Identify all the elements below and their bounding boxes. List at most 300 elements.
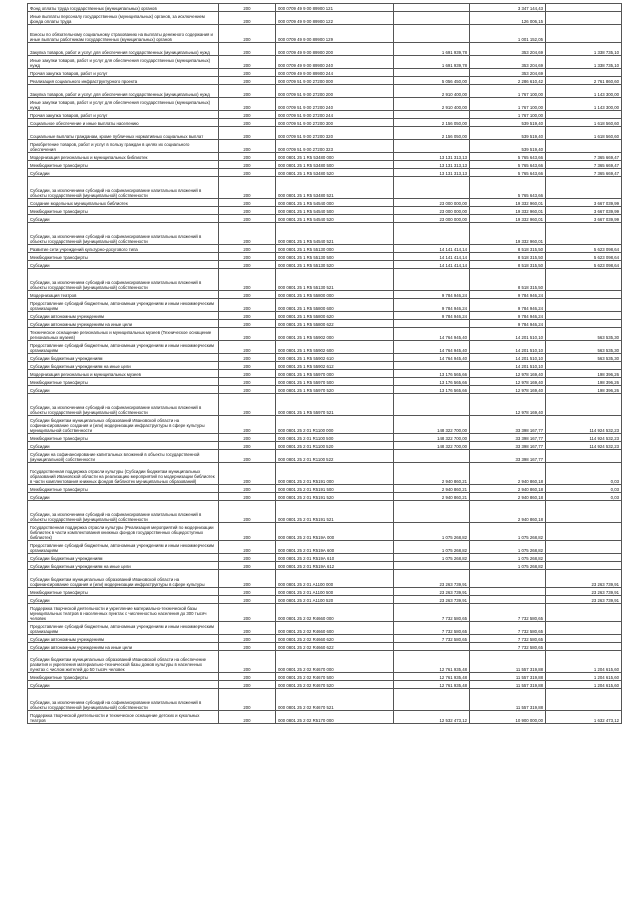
- row-name-cell: Межбюджетные трансферты: [28, 485, 219, 493]
- table-row: [28, 245, 622, 253]
- row-budget-class-code-cell: 000 0801 25 1 R5 55800 600: [276, 299, 394, 312]
- row-approved-amount-cell: [394, 223, 470, 245]
- row-name-cell: Социальные выплаты гражданам, кроме публичных нормативных социальных выплат: [28, 127, 219, 140]
- row-line-code-cell: 200: [219, 312, 276, 320]
- row-approved-amount-cell: 9 784 946,24: [394, 299, 470, 312]
- row-line-code-cell: 200: [219, 643, 276, 651]
- row-line-code-cell: 200: [219, 394, 276, 416]
- row-name-cell: Субсидии: [28, 215, 219, 223]
- row-approved-amount-cell: 148 322 700,00: [394, 434, 470, 442]
- row-line-code-cell: 200: [219, 554, 276, 562]
- row-line-code-cell: 200: [219, 119, 276, 127]
- row-budget-class-code-cell: 000 0801 25 2 01 R5191 000: [276, 463, 394, 485]
- row-name-cell: Иные закупки товаров, работ и услуг для обеспечения государственных (муниципальных) нужд: [28, 56, 219, 69]
- row-line-code-cell: 200: [219, 570, 276, 588]
- row-line-code-cell: 200: [219, 320, 276, 328]
- row-budget-class-code-cell: 000 0801 25 2 01 R5191 521: [276, 501, 394, 523]
- row-executed-amount-cell: 10 900 000,00: [470, 711, 546, 724]
- row-approved-amount-cell: 1 691 939,78: [394, 56, 470, 69]
- row-name-cell: Прочая закупка товаров, работ и услуг: [28, 111, 219, 119]
- row-unexecuted-amount-cell: 23 263 739,91: [546, 570, 622, 588]
- row-executed-amount-cell: 2 940 860,18: [470, 463, 546, 485]
- row-line-code-cell: 200: [219, 588, 276, 596]
- row-budget-class-code-cell: 000 0801 25 2 01 R5191 500: [276, 485, 394, 493]
- row-line-code-cell: 200: [219, 463, 276, 485]
- row-approved-amount-cell: 2 940 860,21: [394, 485, 470, 493]
- row-budget-class-code-cell: 000 0801 25 2 01 R519А 610: [276, 554, 394, 562]
- row-approved-amount-cell: 2 940 860,21: [394, 493, 470, 501]
- row-executed-amount-cell: 9 784 946,24: [470, 291, 546, 299]
- row-budget-class-code-cell: 000 0709 49 9 00 89900 122: [276, 12, 394, 25]
- row-name-cell: Техническое оснащение региональных и муниципальных музеев (Техническое оснащение региональных музеев): [28, 328, 219, 341]
- row-budget-class-code-cell: 000 0709 51 9 00 27200 200: [276, 85, 394, 98]
- row-unexecuted-amount-cell: 0,03: [546, 463, 622, 485]
- row-budget-class-code-cell: 000 0709 51 9 00 27200 000: [276, 77, 394, 85]
- row-budget-class-code-cell: 000 0801 25 1 R5 55800 000: [276, 291, 394, 299]
- table-row: [28, 493, 622, 501]
- row-unexecuted-amount-cell: 198 396,26: [546, 386, 622, 394]
- table-row: [28, 341, 622, 354]
- table-row: [28, 588, 622, 596]
- row-unexecuted-amount-cell: 1 204 615,60: [546, 681, 622, 689]
- row-approved-amount-cell: 2 940 860,21: [394, 463, 470, 485]
- row-approved-amount-cell: 5 056 450,00: [394, 77, 470, 85]
- row-budget-class-code-cell: 000 0801 25 1 R5 54540 500: [276, 207, 394, 215]
- row-approved-amount-cell: [394, 140, 470, 153]
- row-unexecuted-amount-cell: [546, 541, 622, 554]
- row-approved-amount-cell: 14 141 414,14: [394, 245, 470, 253]
- row-budget-class-code-cell: 000 0801 25 1 R5 54540 521: [276, 223, 394, 245]
- row-executed-amount-cell: 19 332 960,01: [470, 199, 546, 207]
- row-approved-amount-cell: [394, 4, 470, 12]
- table-row: [28, 140, 622, 153]
- row-line-code-cell: 200: [219, 299, 276, 312]
- table-row: [28, 161, 622, 169]
- row-executed-amount-cell: 3 347 144,43: [470, 4, 546, 12]
- budget-execution-table: [27, 3, 622, 724]
- row-approved-amount-cell: 2 910 400,00: [394, 85, 470, 98]
- row-name-cell: Субсидии, за исключением субсидий на софинансирование капитальных вложений в объекты государственной (муниципальной) собственности: [28, 394, 219, 416]
- row-executed-amount-cell: 2 940 860,18: [470, 501, 546, 523]
- row-executed-amount-cell: 1 075 268,82: [470, 541, 546, 554]
- row-unexecuted-amount-cell: 3 667 039,99: [546, 215, 622, 223]
- row-approved-amount-cell: 2 156 050,00: [394, 127, 470, 140]
- table-row: [28, 261, 622, 269]
- row-approved-amount-cell: 7 732 580,65: [394, 604, 470, 622]
- row-unexecuted-amount-cell: 1 618 560,60: [546, 119, 622, 127]
- row-line-code-cell: 200: [219, 651, 276, 673]
- row-executed-amount-cell: 2 940 860,18: [470, 493, 546, 501]
- table-row: [28, 450, 622, 463]
- row-line-code-cell: 200: [219, 523, 276, 541]
- row-unexecuted-amount-cell: 1 632 473,12: [546, 711, 622, 724]
- row-approved-amount-cell: 14 764 945,40: [394, 354, 470, 362]
- row-unexecuted-amount-cell: 563 535,30: [546, 354, 622, 362]
- row-budget-class-code-cell: 000 0709 51 9 00 27200 244: [276, 111, 394, 119]
- row-executed-amount-cell: 539 519,40: [470, 119, 546, 127]
- row-name-cell: Межбюджетные трансферты: [28, 434, 219, 442]
- row-approved-amount-cell: 1 075 268,82: [394, 523, 470, 541]
- row-unexecuted-amount-cell: [546, 523, 622, 541]
- row-line-code-cell: 200: [219, 98, 276, 111]
- row-budget-class-code-cell: 000 0801 25 2 02 R4660 620: [276, 635, 394, 643]
- row-executed-amount-cell: 9 784 946,24: [470, 312, 546, 320]
- row-line-code-cell: 200: [219, 604, 276, 622]
- table-row: [28, 604, 622, 622]
- row-executed-amount-cell: 7 732 580,65: [470, 635, 546, 643]
- row-approved-amount-cell: [394, 269, 470, 291]
- row-approved-amount-cell: 14 141 414,14: [394, 261, 470, 269]
- row-name-cell: Субсидии, за исключением субсидий на софинансирование капитальных вложений в объекты государственной (муниципальной) собственности: [28, 501, 219, 523]
- table-row: [28, 622, 622, 635]
- row-budget-class-code-cell: 000 0801 25 2 01 А1100 520: [276, 596, 394, 604]
- table-row: [28, 12, 622, 25]
- row-line-code-cell: 200: [219, 328, 276, 341]
- row-unexecuted-amount-cell: [546, 554, 622, 562]
- row-budget-class-code-cell: 000 0801 25 2 02 R4670 000: [276, 651, 394, 673]
- row-unexecuted-amount-cell: 1 204 615,60: [546, 673, 622, 681]
- row-line-code-cell: 200: [219, 177, 276, 199]
- row-name-cell: Субсидии автономным учреждениям: [28, 635, 219, 643]
- row-line-code-cell: 200: [219, 153, 276, 161]
- table-row: [28, 562, 622, 570]
- table-row: [28, 320, 622, 328]
- row-budget-class-code-cell: 000 0801 25 2 01 R519А 000: [276, 523, 394, 541]
- row-budget-class-code-cell: 000 0801 25 1 R5 55130 521: [276, 269, 394, 291]
- table-row: [28, 25, 622, 43]
- row-unexecuted-amount-cell: [546, 362, 622, 370]
- row-approved-amount-cell: [394, 362, 470, 370]
- row-approved-amount-cell: 13 176 565,66: [394, 378, 470, 386]
- table-row: [28, 153, 622, 161]
- row-unexecuted-amount-cell: 114 924 532,23: [546, 442, 622, 450]
- row-budget-class-code-cell: 000 0801 25 1 R5 55970 500: [276, 378, 394, 386]
- row-executed-amount-cell: [470, 588, 546, 596]
- table-body: [28, 4, 622, 724]
- row-line-code-cell: 200: [219, 541, 276, 554]
- row-unexecuted-amount-cell: 1 143 300,00: [546, 98, 622, 111]
- row-line-code-cell: 200: [219, 12, 276, 25]
- row-budget-class-code-cell: 000 0709 51 9 00 27200 300: [276, 119, 394, 127]
- row-executed-amount-cell: 33 398 167,77: [470, 416, 546, 434]
- row-executed-amount-cell: 353 204,69: [470, 56, 546, 69]
- table-row: [28, 177, 622, 199]
- row-approved-amount-cell: [394, 501, 470, 523]
- row-unexecuted-amount-cell: [546, 562, 622, 570]
- table-row: [28, 386, 622, 394]
- row-budget-class-code-cell: 000 0801 25 1 R5 54540 000: [276, 199, 394, 207]
- row-line-code-cell: 200: [219, 215, 276, 223]
- row-budget-class-code-cell: 000 0709 49 9 00 89900 200: [276, 43, 394, 56]
- row-approved-amount-cell: 9 784 946,24: [394, 312, 470, 320]
- table-row: [28, 362, 622, 370]
- row-unexecuted-amount-cell: [546, 269, 622, 291]
- row-line-code-cell: 200: [219, 673, 276, 681]
- row-approved-amount-cell: 12 761 935,48: [394, 673, 470, 681]
- row-budget-class-code-cell: 000 0801 25 2 02 R5170 000: [276, 711, 394, 724]
- row-budget-class-code-cell: 000 0801 25 1 R5 53480 521: [276, 177, 394, 199]
- row-approved-amount-cell: [394, 394, 470, 416]
- row-unexecuted-amount-cell: [546, 111, 622, 119]
- table-row: [28, 378, 622, 386]
- row-approved-amount-cell: [394, 562, 470, 570]
- table-row: [28, 312, 622, 320]
- row-unexecuted-amount-cell: 3 667 039,99: [546, 199, 622, 207]
- row-executed-amount-cell: 19 332 960,01: [470, 223, 546, 245]
- row-executed-amount-cell: 9 784 946,24: [470, 299, 546, 312]
- row-name-cell: Создание модельных муниципальных библиотек: [28, 199, 219, 207]
- row-executed-amount-cell: 5 765 643,66: [470, 153, 546, 161]
- row-executed-amount-cell: 126 006,15: [470, 12, 546, 25]
- row-executed-amount-cell: 12 978 169,40: [470, 370, 546, 378]
- row-line-code-cell: 200: [219, 43, 276, 56]
- row-name-cell: Субсидии: [28, 169, 219, 177]
- row-line-code-cell: 200: [219, 689, 276, 711]
- row-budget-class-code-cell: 000 0801 25 1 R5 55800 622: [276, 320, 394, 328]
- row-unexecuted-amount-cell: 23 263 739,91: [546, 596, 622, 604]
- row-executed-amount-cell: 1 001 152,05: [470, 25, 546, 43]
- row-approved-amount-cell: [394, 25, 470, 43]
- row-name-cell: Межбюджетные трансферты: [28, 378, 219, 386]
- table-row: [28, 4, 622, 12]
- row-line-code-cell: 200: [219, 416, 276, 434]
- row-approved-amount-cell: 14 764 945,40: [394, 328, 470, 341]
- row-executed-amount-cell: 11 557 319,88: [470, 681, 546, 689]
- row-name-cell: Закупка товаров, работ и услуг для обеспечения государственных (муниципальных) нужд: [28, 43, 219, 56]
- table-row: [28, 570, 622, 588]
- row-name-cell: Субсидии, за исключением субсидий на софинансирование капитальных вложений в объекты государственной (муниципальной) собственности: [28, 269, 219, 291]
- row-budget-class-code-cell: 000 0709 49 9 00 89900 244: [276, 69, 394, 77]
- row-approved-amount-cell: [394, 12, 470, 25]
- table-row: [28, 711, 622, 724]
- row-executed-amount-cell: 8 518 315,50: [470, 261, 546, 269]
- row-name-cell: Модернизация театров: [28, 291, 219, 299]
- row-name-cell: Государственная поддержка отрасли культуры (Субсидии бюджетам муниципальных образований Ивановской области на реализацию мероприятий по модернизации библиотек в части комплектования книжных фондов библиотек муниципальных образований): [28, 463, 219, 485]
- row-name-cell: Субсидии бюджетным учреждениям на иные цели: [28, 562, 219, 570]
- row-name-cell: Субсидии, за исключением субсидий на софинансирование капитальных вложений в объекты государственной (муниципальной) собственности: [28, 223, 219, 245]
- row-line-code-cell: 200: [219, 169, 276, 177]
- row-approved-amount-cell: 7 732 580,65: [394, 635, 470, 643]
- row-approved-amount-cell: 148 322 700,00: [394, 416, 470, 434]
- row-unexecuted-amount-cell: 1 618 560,60: [546, 127, 622, 140]
- row-executed-amount-cell: 33 398 167,77: [470, 450, 546, 463]
- row-unexecuted-amount-cell: 1 204 615,60: [546, 651, 622, 673]
- row-unexecuted-amount-cell: 3 667 039,99: [546, 207, 622, 215]
- row-executed-amount-cell: 7 732 580,65: [470, 622, 546, 635]
- row-executed-amount-cell: 1 075 268,82: [470, 554, 546, 562]
- row-line-code-cell: 200: [219, 354, 276, 362]
- row-name-cell: Субсидии, за исключением субсидий на софинансирование капитальных вложений в объекты государственной (муниципальной) собственности: [28, 689, 219, 711]
- table-row: [28, 434, 622, 442]
- row-line-code-cell: 200: [219, 161, 276, 169]
- row-executed-amount-cell: 353 204,69: [470, 69, 546, 77]
- row-line-code-cell: 200: [219, 111, 276, 119]
- row-executed-amount-cell: 12 978 169,40: [470, 378, 546, 386]
- row-budget-class-code-cell: 000 0801 25 2 01 R519А 612: [276, 562, 394, 570]
- row-approved-amount-cell: [394, 69, 470, 77]
- row-approved-amount-cell: 23 000 000,00: [394, 199, 470, 207]
- row-name-cell: Субсидии, за исключением субсидий на софинансирование капитальных вложений в объекты государственной (муниципальной) собственности: [28, 177, 219, 199]
- table-row: [28, 119, 622, 127]
- row-executed-amount-cell: 1 767 100,00: [470, 111, 546, 119]
- row-name-cell: Субсидии: [28, 493, 219, 501]
- row-approved-amount-cell: 13 131 313,13: [394, 153, 470, 161]
- row-name-cell: Предоставление субсидий бюджетным, автономным учреждениям и иным некоммерческим организациям: [28, 299, 219, 312]
- row-line-code-cell: 200: [219, 4, 276, 12]
- row-line-code-cell: 200: [219, 434, 276, 442]
- table-row: [28, 69, 622, 77]
- budget-report-sheet: [27, 3, 618, 724]
- row-name-cell: Приобретение товаров, работ и услуг в пользу граждан в целях их социального обеспечения: [28, 140, 219, 153]
- row-budget-class-code-cell: 000 0709 49 9 00 89900 121: [276, 4, 394, 12]
- row-approved-amount-cell: 23 000 000,00: [394, 207, 470, 215]
- row-budget-class-code-cell: 000 0709 51 9 00 27200 240: [276, 98, 394, 111]
- row-executed-amount-cell: 1 075 268,82: [470, 562, 546, 570]
- row-approved-amount-cell: 13 176 565,66: [394, 370, 470, 378]
- row-executed-amount-cell: 5 765 643,66: [470, 169, 546, 177]
- row-name-cell: Предоставление субсидий бюджетным, автономным учреждениям и иным некоммерческим организациям: [28, 541, 219, 554]
- table-row: [28, 354, 622, 362]
- row-unexecuted-amount-cell: 5 623 098,64: [546, 245, 622, 253]
- row-executed-amount-cell: 14 201 510,10: [470, 328, 546, 341]
- table-row: [28, 253, 622, 261]
- row-line-code-cell: 200: [219, 596, 276, 604]
- row-budget-class-code-cell: 000 0801 25 2 02 R4670 520: [276, 681, 394, 689]
- table-row: [28, 463, 622, 485]
- row-line-code-cell: 200: [219, 269, 276, 291]
- row-approved-amount-cell: 148 322 700,00: [394, 442, 470, 450]
- row-executed-amount-cell: 1 767 100,00: [470, 98, 546, 111]
- row-approved-amount-cell: 12 761 935,48: [394, 651, 470, 673]
- row-approved-amount-cell: [394, 320, 470, 328]
- table-row: [28, 635, 622, 643]
- row-line-code-cell: 200: [219, 442, 276, 450]
- row-approved-amount-cell: [394, 111, 470, 119]
- row-approved-amount-cell: 7 732 580,65: [394, 622, 470, 635]
- row-approved-amount-cell: 13 131 313,13: [394, 169, 470, 177]
- row-approved-amount-cell: 14 141 414,14: [394, 253, 470, 261]
- table-row: [28, 223, 622, 245]
- row-name-cell: Межбюджетные трансферты: [28, 253, 219, 261]
- row-budget-class-code-cell: 000 0801 25 2 02 R4660 000: [276, 604, 394, 622]
- row-budget-class-code-cell: 000 0801 25 1 R5 53480 500: [276, 161, 394, 169]
- row-approved-amount-cell: 1 075 268,82: [394, 554, 470, 562]
- row-executed-amount-cell: 8 518 315,50: [470, 253, 546, 261]
- row-executed-amount-cell: 1 767 100,00: [470, 85, 546, 98]
- row-name-cell: Межбюджетные трансферты: [28, 161, 219, 169]
- row-unexecuted-amount-cell: 1 143 300,00: [546, 85, 622, 98]
- row-budget-class-code-cell: 000 0801 25 2 01 А1100 000: [276, 570, 394, 588]
- row-executed-amount-cell: 5 765 643,66: [470, 177, 546, 199]
- table-row: [28, 485, 622, 493]
- row-unexecuted-amount-cell: 198 396,26: [546, 370, 622, 378]
- row-budget-class-code-cell: 000 0709 51 9 00 27200 320: [276, 127, 394, 140]
- row-name-cell: Субсидии бюджетным учреждениям: [28, 354, 219, 362]
- row-line-code-cell: 200: [219, 25, 276, 43]
- row-executed-amount-cell: 539 519,40: [470, 127, 546, 140]
- table-row: [28, 541, 622, 554]
- row-line-code-cell: 200: [219, 223, 276, 245]
- row-approved-amount-cell: 1 691 939,78: [394, 43, 470, 56]
- row-name-cell: Модернизация региональных и муниципальных библиотек: [28, 153, 219, 161]
- row-name-cell: Субсидии бюджетным учреждениям: [28, 554, 219, 562]
- row-name-cell: Субсидии автономным учреждениям на иные цели: [28, 643, 219, 651]
- row-budget-class-code-cell: 000 0801 25 2 01 R1100 522: [276, 450, 394, 463]
- row-line-code-cell: 200: [219, 386, 276, 394]
- row-unexecuted-amount-cell: 563 535,30: [546, 328, 622, 341]
- table-row: [28, 207, 622, 215]
- row-unexecuted-amount-cell: 7 365 669,47: [546, 169, 622, 177]
- row-budget-class-code-cell: 000 0709 49 9 00 89900 240: [276, 56, 394, 69]
- row-name-cell: Субсидии бюджетам муниципальных образований Ивановской области на софинансирование создания и (или) модернизации инфраструктуры в сфере культуры муниципальной собственности: [28, 416, 219, 434]
- table-row: [28, 523, 622, 541]
- row-executed-amount-cell: 14 201 510,10: [470, 362, 546, 370]
- row-name-cell: Предоставление субсидий бюджетным, автономным учреждениям и иным некоммерческим организациям: [28, 341, 219, 354]
- row-name-cell: Межбюджетные трансферты: [28, 673, 219, 681]
- row-budget-class-code-cell: 000 0801 25 2 01 R1100 000: [276, 416, 394, 434]
- row-name-cell: Субсидии автономным учреждениям на иные цели: [28, 320, 219, 328]
- table-row: [28, 651, 622, 673]
- row-executed-amount-cell: 11 557 319,88: [470, 651, 546, 673]
- row-line-code-cell: 200: [219, 711, 276, 724]
- row-name-cell: Модернизация региональных и муниципальных музеев: [28, 370, 219, 378]
- row-unexecuted-amount-cell: 2 761 860,60: [546, 77, 622, 85]
- row-budget-class-code-cell: 000 0801 25 1 R5 55130 520: [276, 261, 394, 269]
- row-budget-class-code-cell: 000 0801 25 2 02 R4660 600: [276, 622, 394, 635]
- table-row: [28, 215, 622, 223]
- table-row: [28, 127, 622, 140]
- row-name-cell: Субсидии: [28, 261, 219, 269]
- row-approved-amount-cell: 12 532 473,12: [394, 711, 470, 724]
- row-name-cell: Государственная поддержка отрасли культуры (Реализация мероприятий по модернизации библиотек в части комплектования книжных фондов государственных общедоступных библиотек): [28, 523, 219, 541]
- row-executed-amount-cell: 9 784 946,24: [470, 320, 546, 328]
- row-name-cell: Субсидии бюджетным учреждениям на иные цели: [28, 362, 219, 370]
- row-name-cell: Предоставление субсидий бюджетным, автономным учреждениям и иным некоммерческим организациям: [28, 622, 219, 635]
- row-name-cell: Поддержка творческой деятельности и техническое оснащение детских и кукольных театров: [28, 711, 219, 724]
- row-executed-amount-cell: 33 398 167,77: [470, 442, 546, 450]
- row-approved-amount-cell: [394, 177, 470, 199]
- row-approved-amount-cell: 23 263 739,91: [394, 588, 470, 596]
- row-executed-amount-cell: 7 732 580,65: [470, 643, 546, 651]
- row-unexecuted-amount-cell: [546, 12, 622, 25]
- row-unexecuted-amount-cell: 7 365 669,47: [546, 153, 622, 161]
- table-row: [28, 416, 622, 434]
- row-name-cell: Субсидии: [28, 386, 219, 394]
- table-row: [28, 169, 622, 177]
- table-row: [28, 291, 622, 299]
- row-approved-amount-cell: [394, 689, 470, 711]
- table-row: [28, 199, 622, 207]
- row-executed-amount-cell: 5 765 643,66: [470, 161, 546, 169]
- row-executed-amount-cell: 14 201 510,10: [470, 341, 546, 354]
- row-unexecuted-amount-cell: [546, 394, 622, 416]
- row-budget-class-code-cell: 000 0801 25 2 02 R4670 500: [276, 673, 394, 681]
- row-name-cell: Субсидии: [28, 442, 219, 450]
- row-budget-class-code-cell: 000 0709 49 9 00 89900 129: [276, 25, 394, 43]
- row-budget-class-code-cell: 000 0801 25 2 01 R1100 520: [276, 442, 394, 450]
- row-line-code-cell: 200: [219, 493, 276, 501]
- table-row: [28, 442, 622, 450]
- table-row: [28, 98, 622, 111]
- row-approved-amount-cell: 13 176 565,66: [394, 386, 470, 394]
- row-line-code-cell: 200: [219, 253, 276, 261]
- table-row: [28, 269, 622, 291]
- table-row: [28, 501, 622, 523]
- table-row: [28, 681, 622, 689]
- row-approved-amount-cell: 12 761 935,48: [394, 681, 470, 689]
- row-name-cell: Иные закупки товаров, работ и услуг для обеспечения государственных (муниципальных) нужд: [28, 98, 219, 111]
- row-approved-amount-cell: 23 000 000,00: [394, 215, 470, 223]
